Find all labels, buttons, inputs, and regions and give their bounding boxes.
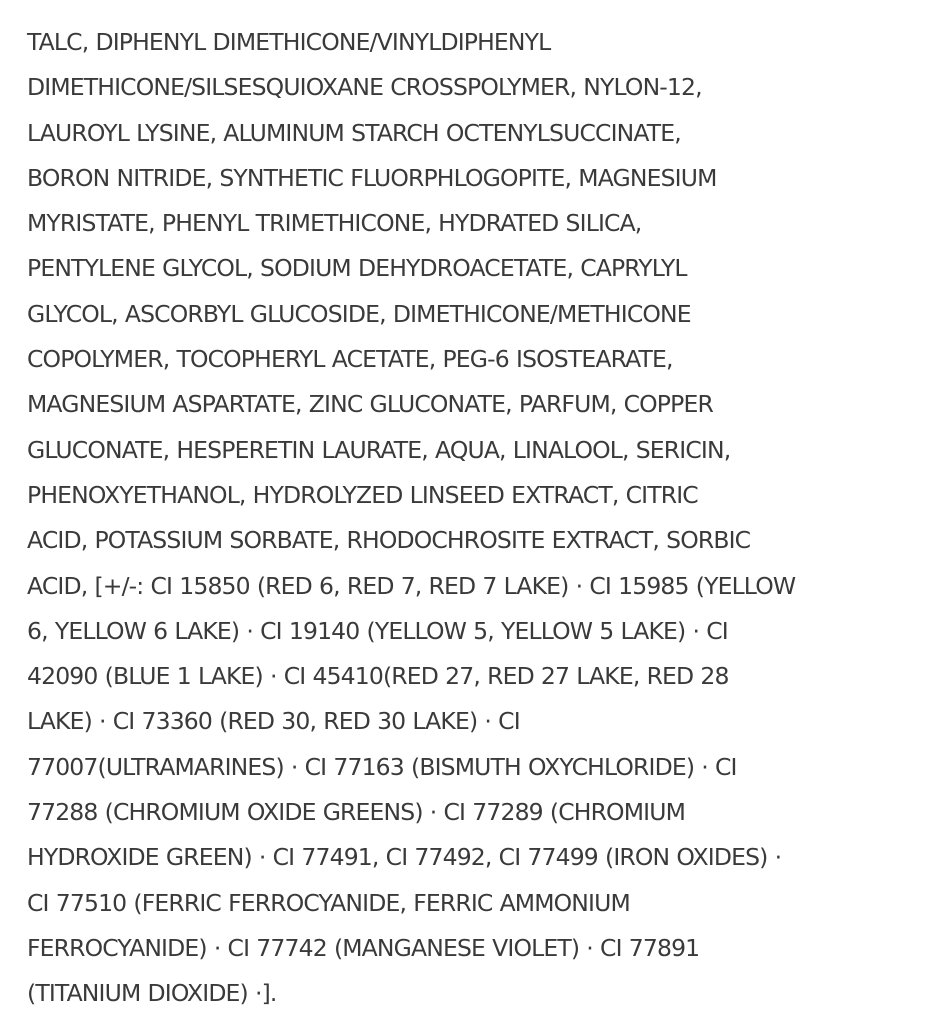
ingredients-line: (TITANIUM DIOXIDE) ·]. [27,979,277,1008]
ingredients-line: CI 77510 (FERRIC FERROCYANIDE, FERRIC AMMONIUM [27,888,630,917]
ingredients-line: 77288 (CHROMIUM OXIDE GREENS) · CI 77289 (CHROMIUM [27,798,685,827]
ingredients-line: COPOLYMER, TOCOPHERYL ACETATE, PEG-6 ISOSTEARATE, [27,345,673,374]
ingredients-line: MYRISTATE, PHENYL TRIMETHICONE, HYDRATED SILICA, [27,209,642,238]
ingredients-line: HYDROXIDE GREEN) · CI 77491, CI 77492, CI 77499 (IRON OXIDES) · [27,843,782,872]
ingredients-line: 6, YELLOW 6 LAKE) · CI 19140 (YELLOW 5, YELLOW 5 LAKE) · CI [27,616,728,645]
ingredients-line: PHENOXYETHANOL, HYDROLYZED LINSEED EXTRACT, CITRIC [27,480,698,509]
ingredients-line: BORON NITRIDE, SYNTHETIC FLUORPHLOGOPITE, MAGNESIUM [27,163,717,192]
ingredients-line: TALC, DIPHENYL DIMETHICONE/VINYLDIPHENYL [27,28,551,56]
ingredients-list [27,20,927,1017]
ingredients-line: ACID, POTASSIUM SORBATE, RHODOCHROSITE EXTRACT, SORBIC [27,526,751,555]
ingredients-line: GLUCONATE, HESPERETIN LAURATE, AQUA, LINALOOL, SERICIN, [27,435,731,464]
ingredients-line: 42090 (BLUE 1 LAKE) · CI 45410(RED 27, RED 27 LAKE, RED 28 [27,662,729,691]
ingredients-line: FERROCYANIDE) · CI 77742 (MANGANESE VIOLET) · CI 77891 [27,933,700,962]
ingredients-line: LAKE) · CI 73360 (RED 30, RED 30 LAKE) · CI [27,707,520,736]
ingredients-line: 77007(ULTRAMARINES) · CI 77163 (BISMUTH OXYCHLORIDE) · CI [27,752,737,781]
ingredients-line: MAGNESIUM ASPARTATE, ZINC GLUCONATE, PARFUM, COPPER [27,390,713,419]
ingredients-line: ACID, [+/-: CI 15850 (RED 6, RED 7, RED 7 LAKE) · CI 15985 (YELLOW [27,571,796,600]
ingredients-line: LAUROYL LYSINE, ALUMINUM STARCH OCTENYLSUCCINATE, [27,118,681,147]
ingredients-line: DIMETHICONE/SILSESQUIOXANE CROSSPOLYMER, NYLON-12, [27,73,702,102]
ingredients-line: PENTYLENE GLYCOL, SODIUM DEHYDROACETATE, CAPRYLYL [27,254,687,283]
ingredients-line: GLYCOL, ASCORBYL GLUCOSIDE, DIMETHICONE/METHICONE [27,299,691,328]
